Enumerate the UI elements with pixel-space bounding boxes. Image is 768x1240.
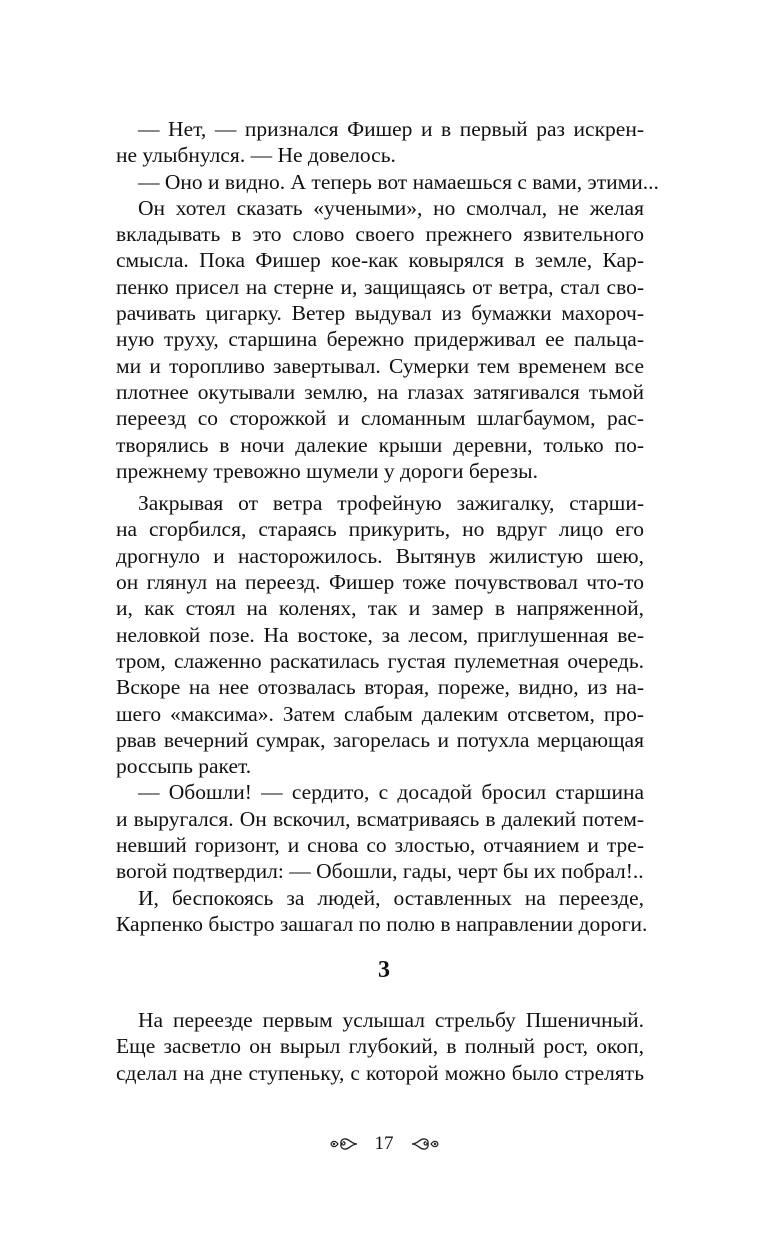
text-line: и выругался. Он вскочил, всматриваясь в далекий потем-	[116, 806, 644, 831]
paragraph	[116, 490, 644, 779]
paragraph	[116, 195, 644, 484]
text-line: Карпенко быстро зашагал по полю в направлении дороги.	[116, 911, 648, 936]
text-line: смысла. Пока Фишер кое-как ковырялся в земле, Кар-	[116, 248, 644, 273]
paragraph	[116, 885, 648, 938]
text-line: ную труху, старшина бережно придерживал ее пальца-	[116, 327, 644, 352]
text-line: дрогнуло и насторожилось. Вытянув жилистую шею,	[116, 543, 644, 568]
text-line: невший горизонт, и снова со злостью, отчаянием и тре-	[116, 833, 644, 858]
paragraph	[116, 1007, 644, 1086]
text-line: рвав вечерний сумрак, загорелась и потухла мерцающая	[116, 727, 644, 752]
text-line: и, как стоял на коленях, так и замер в напряженной,	[116, 596, 644, 621]
text-line: пенко присел на стерне и, защищаясь от ветра, стал сво-	[116, 274, 644, 299]
text-line: шего «максима». Затем слабым далеким отсветом, про-	[116, 701, 644, 726]
text-line: на сгорбился, стараясь прикурить, но вдруг лицо его	[116, 517, 644, 542]
chapter-number: 3	[378, 957, 390, 983]
paragraph	[116, 779, 644, 884]
text-line: Он хотел сказать «учеными», но смолчал, не желая	[138, 195, 644, 220]
text-line: Вскоре на нее отозвалась вторая, пореже, видно, из на-	[116, 675, 644, 700]
text-line: вогой подтвердил: — Обошли, гады, черт бы их побрал!..	[116, 859, 644, 884]
text-line: переезд со сторожкой и сломанным шлагбаумом, рас-	[116, 406, 644, 431]
text-line: вкладывать в это слово своего прежнего язвительного	[116, 222, 644, 247]
text-line: россыпь ракет.	[116, 754, 252, 779]
paragraph	[116, 116, 644, 169]
body-text-upper	[116, 116, 659, 937]
page-footer	[0, 1131, 768, 1157]
text-line: — Обошли! — сердито, с досадой бросил старшина	[138, 780, 644, 805]
flourish-ornament-icon	[410, 1134, 440, 1154]
text-line: Еще засветло он вырыл глубокий, в полный рост, окоп,	[116, 1034, 644, 1059]
text-line: — Нет, — признался Фишер и в первый раз искрен-	[138, 117, 644, 141]
text-line: рачивать цигарку. Ветер выдувал из бумажки махороч-	[116, 301, 644, 326]
text-line: прежнему тревожно шумели у дороги березы.	[116, 458, 538, 483]
text-line: На переезде первым услышал стрельбу Пшеничный.	[138, 1008, 644, 1032]
text-line: Закрывая от ветра трофейную зажигалку, старши-	[138, 491, 644, 516]
body-text-lower	[116, 1007, 644, 1086]
text-line: неловкой позе. На востоке, за лесом, приглушенная ве-	[116, 622, 644, 647]
text-line: сделал на дне ступеньку, с которой можно было стрелять	[116, 1060, 644, 1085]
page-number: 17	[374, 1133, 394, 1154]
text-line: творялись в ночи далекие крыши деревни, только по-	[116, 432, 644, 457]
flourish-ornament-icon	[329, 1134, 359, 1154]
text-line: ми и торопливо завертывал. Сумерки тем временем все	[116, 353, 644, 378]
text-line: не улыбнулся. — Не довелось.	[116, 143, 396, 168]
text-line: И, беспокоясь за людей, оставленных на переезде,	[138, 885, 644, 910]
text-line: он глянул на переезд. Фишер тоже почувствовал что-то	[116, 570, 644, 595]
text-line: тром, слаженно раскатилась густая пулеметная очередь.	[116, 648, 644, 673]
text-line: плотнее окутывали землю, на глазах затягивался тьмой	[116, 379, 644, 404]
text-line: — Оно и видно. А теперь вот намаешься с вами, этими...	[138, 169, 659, 194]
paragraph	[116, 169, 659, 195]
